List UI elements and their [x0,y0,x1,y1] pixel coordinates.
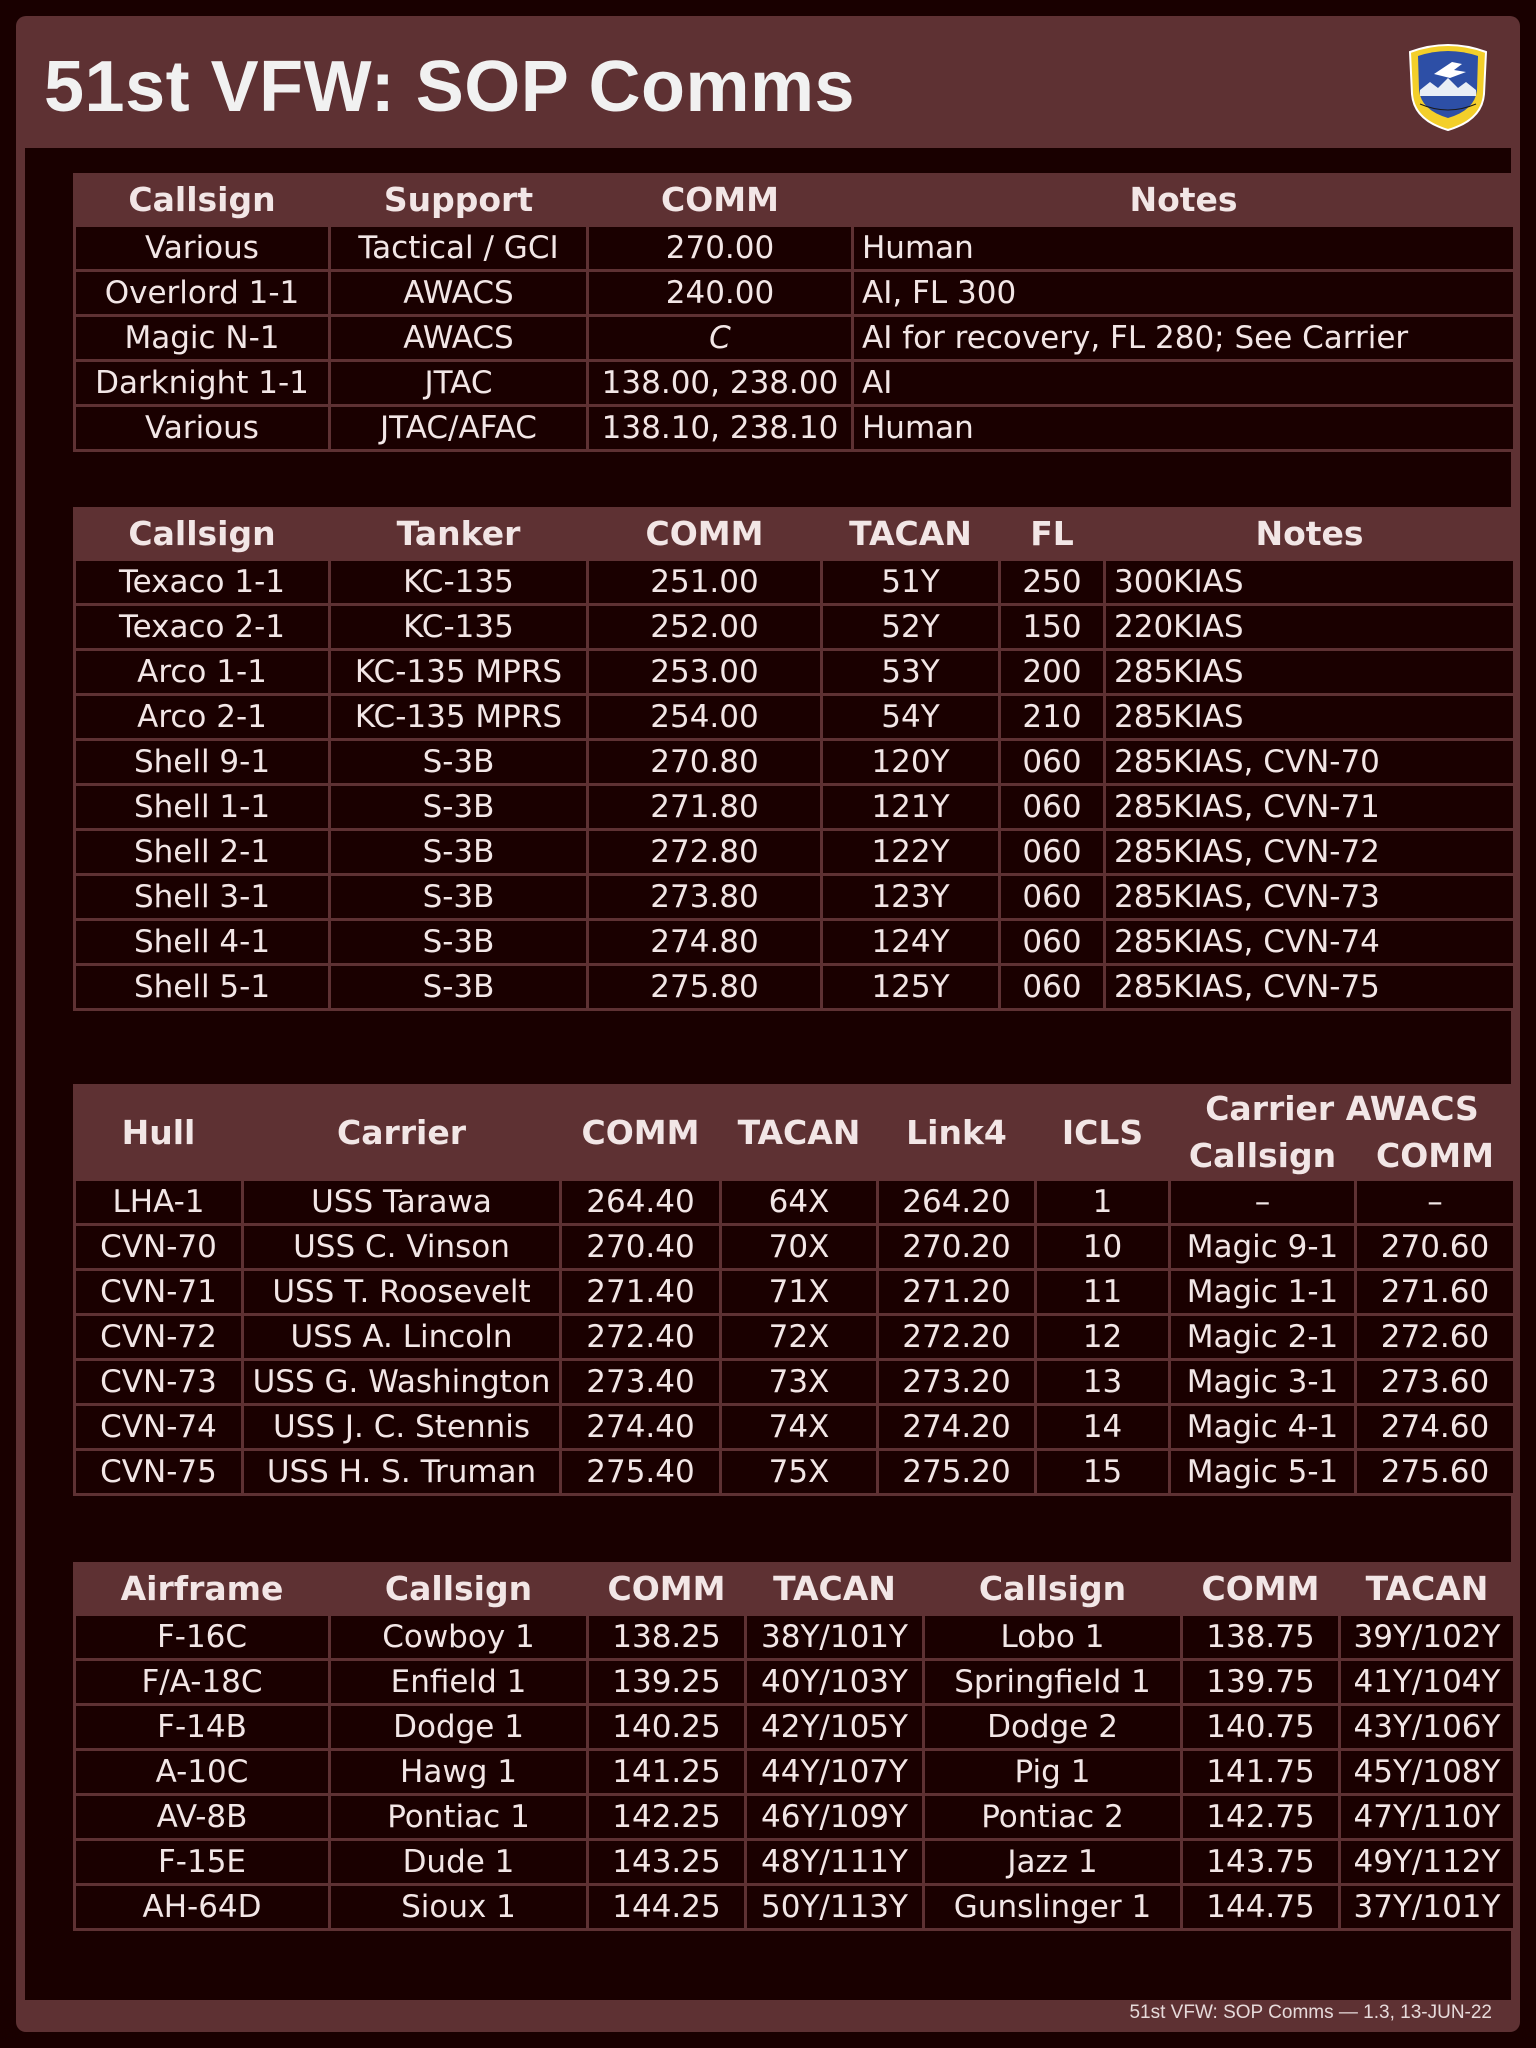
column-header: Callsign [75,509,330,560]
table-cell: USS C. Vinson [243,1225,561,1270]
table-cell: Shell 1-1 [75,785,330,830]
table-cell: Pontiac 2 [924,1795,1182,1840]
column-header: TACAN [746,1564,924,1615]
table-cell: 272.60 [1356,1315,1515,1360]
table-cell: Human [853,226,1515,271]
table-cell: 11 [1036,1270,1170,1315]
table-cell: A-10C [75,1750,330,1795]
table-cell: 72X [721,1315,878,1360]
column-header: COMM [588,1564,746,1615]
column-header: Callsign [924,1564,1182,1615]
table-cell: Human [853,406,1515,451]
table-cell: 46Y/109Y [746,1795,924,1840]
table-cell: 270.80 [588,740,822,785]
airframe-table [73,1562,1516,1931]
table-cell: 273.20 [878,1360,1036,1405]
table-cell: Pontiac 1 [330,1795,588,1840]
table-cell: F-15E [75,1840,330,1885]
table-cell: 10 [1036,1225,1170,1270]
table-cell: – [1356,1180,1515,1225]
table-cell: 40Y/103Y [746,1660,924,1705]
table-cell: 270.60 [1356,1225,1515,1270]
table-cell: S-3B [330,920,588,965]
table-cell: 275.40 [561,1450,721,1495]
table-cell: 42Y/105Y [746,1705,924,1750]
table-cell: 200 [1000,650,1105,695]
table-cell: S-3B [330,785,588,830]
table-cell: 41Y/104Y [1340,1660,1515,1705]
table-cell: 125Y [822,965,1000,1010]
table-cell: F-14B [75,1705,330,1750]
column-header: ICLS [1036,1086,1170,1180]
table-row [75,1270,1515,1315]
table-cell: 144.25 [588,1885,746,1930]
table-cell: 138.75 [1182,1615,1340,1660]
table-cell: 142.75 [1182,1795,1340,1840]
table-cell: 143.25 [588,1840,746,1885]
table-cell: F/A-18C [75,1660,330,1705]
table-cell: 75X [721,1450,878,1495]
table-cell: KC-135 MPRS [330,695,588,740]
table-cell: 264.20 [878,1180,1036,1225]
table-row [75,1405,1515,1450]
content-panel [25,148,1511,2000]
table-cell: 270.40 [561,1225,721,1270]
table-cell: USS T. Roosevelt [243,1270,561,1315]
table-cell: AWACS [330,316,588,361]
table-cell: Jazz 1 [924,1840,1182,1885]
table-cell: 240.00 [588,271,853,316]
table-cell: AV-8B [75,1795,330,1840]
table-cell: 37Y/101Y [1340,1885,1515,1930]
column-header: TACAN [721,1086,878,1180]
table-cell: 49Y/112Y [1340,1840,1515,1885]
table-cell: Pig 1 [924,1750,1182,1795]
table-header-row [75,1086,1515,1133]
table-cell: 275.60 [1356,1450,1515,1495]
table-cell: 139.75 [1182,1660,1340,1705]
wing-emblem-icon [1400,34,1496,134]
table-cell: KC-135 MPRS [330,650,588,695]
table-cell: Shell 9-1 [75,740,330,785]
table-cell: 52Y [822,605,1000,650]
table-cell: USS G. Washington [243,1360,561,1405]
table-cell: 73X [721,1360,878,1405]
table-cell: 285KIAS, CVN-75 [1105,965,1515,1010]
table-cell: 274.80 [588,920,822,965]
table-cell: 060 [1000,740,1105,785]
table-cell: Springfield 1 [924,1660,1182,1705]
table-row [75,830,1515,875]
table-cell: Gunslinger 1 [924,1885,1182,1930]
table-cell: 138.25 [588,1615,746,1660]
table-cell: – [1170,1180,1356,1225]
table-cell: 15 [1036,1450,1170,1495]
table-cell: 252.00 [588,605,822,650]
table-cell: 71X [721,1270,878,1315]
table-cell: 39Y/102Y [1340,1615,1515,1660]
table-cell: 74X [721,1405,878,1450]
table-cell: 123Y [822,875,1000,920]
table-row [75,1180,1515,1225]
table-cell: 274.60 [1356,1405,1515,1450]
table-cell: 254.00 [588,695,822,740]
table-cell: 274.40 [561,1405,721,1450]
table-cell: S-3B [330,875,588,920]
column-header: Callsign [330,1564,588,1615]
column-header: Callsign [1170,1133,1356,1180]
column-header: COMM [1182,1564,1340,1615]
table-cell: Magic 1-1 [1170,1270,1356,1315]
table-cell: 274.20 [878,1405,1036,1450]
table-cell: 138.00, 238.00 [588,361,853,406]
table-cell: 124Y [822,920,1000,965]
table-cell: 060 [1000,920,1105,965]
table-row [75,1705,1515,1750]
table-cell: 273.80 [588,875,822,920]
table-cell: AWACS [330,271,588,316]
table-cell: 122Y [822,830,1000,875]
column-header: COMM [1356,1133,1515,1180]
table-row [75,406,1515,451]
table-cell: AI [853,361,1515,406]
table-row [75,560,1515,605]
table-cell: 141.25 [588,1750,746,1795]
table-cell: 70X [721,1225,878,1270]
column-header: COMM [588,175,853,226]
table-cell: 285KIAS, CVN-72 [1105,830,1515,875]
table-row [75,785,1515,830]
table-cell: Cowboy 1 [330,1615,588,1660]
table-cell: 121Y [822,785,1000,830]
table-row [75,226,1515,271]
table-cell: S-3B [330,965,588,1010]
column-header: COMM [561,1086,721,1180]
table-header-row [75,1564,1515,1615]
column-header: COMM [588,509,822,560]
table-cell: Lobo 1 [924,1615,1182,1660]
table-cell: 285KIAS, CVN-70 [1105,740,1515,785]
table-cell: 264.40 [561,1180,721,1225]
table-cell: Overlord 1-1 [75,271,330,316]
table-cell: Magic 9-1 [1170,1225,1356,1270]
table-row [75,1795,1515,1840]
table-cell: JTAC/AFAC [330,406,588,451]
column-header: Notes [1105,509,1515,560]
table-cell: 51Y [822,560,1000,605]
table-cell: CVN-75 [75,1450,243,1495]
column-header: TACAN [822,509,1000,560]
table-cell: Shell 5-1 [75,965,330,1010]
table-row [75,1660,1515,1705]
table-row [75,1885,1515,1930]
table-cell: Shell 4-1 [75,920,330,965]
table-cell: 272.20 [878,1315,1036,1360]
table-cell: CVN-74 [75,1405,243,1450]
table-cell: 270.00 [588,226,853,271]
table-cell: AI for recovery, FL 280; See Carrier [853,316,1515,361]
table-cell: 45Y/108Y [1340,1750,1515,1795]
table-cell: Magic 4-1 [1170,1405,1356,1450]
table-cell: LHA-1 [75,1180,243,1225]
table-cell: USS Tarawa [243,1180,561,1225]
column-header: TACAN [1340,1564,1515,1615]
table-cell: 271.60 [1356,1270,1515,1315]
table-cell: Various [75,406,330,451]
table-cell: Sioux 1 [330,1885,588,1930]
table-row [75,605,1515,650]
table-row [75,650,1515,695]
table-row [75,1315,1515,1360]
table-row [75,361,1515,406]
table-cell: KC-135 [330,560,588,605]
table-cell: AH-64D [75,1885,330,1930]
table-cell: CVN-72 [75,1315,243,1360]
table-cell: Arco 1-1 [75,650,330,695]
table-cell: Magic 5-1 [1170,1450,1356,1495]
table-cell: Enfield 1 [330,1660,588,1705]
table-cell: 141.75 [1182,1750,1340,1795]
table-cell: 275.80 [588,965,822,1010]
carrier-table [73,1084,1516,1496]
table-cell: 140.75 [1182,1705,1340,1750]
table-cell: 54Y [822,695,1000,740]
table-cell: Tactical / GCI [330,226,588,271]
table-cell: 150 [1000,605,1105,650]
tanker-rows [75,560,1515,1010]
table-row [75,965,1515,1010]
table-cell: 285KIAS [1105,650,1515,695]
table-cell: USS H. S. Truman [243,1450,561,1495]
column-header: Support [330,175,588,226]
table-row [75,695,1515,740]
table-cell: 13 [1036,1360,1170,1405]
column-group-header: Carrier AWACS [1170,1086,1515,1133]
table-cell: 1 [1036,1180,1170,1225]
table-cell: 47Y/110Y [1340,1795,1515,1840]
column-header: Notes [853,175,1515,226]
table-cell: 271.20 [878,1270,1036,1315]
table-cell: 220KIAS [1105,605,1515,650]
table-row [75,316,1515,361]
table-cell: Darknight 1-1 [75,361,330,406]
table-cell: AI, FL 300 [853,271,1515,316]
table-cell: 210 [1000,695,1105,740]
table-cell: Dude 1 [330,1840,588,1885]
table-row [75,1840,1515,1885]
table-cell: C [588,316,853,361]
table-row [75,1615,1515,1660]
table-row [75,1225,1515,1270]
table-row [75,875,1515,920]
table-cell: Various [75,226,330,271]
table-cell: 139.25 [588,1660,746,1705]
table-cell: Shell 3-1 [75,875,330,920]
table-cell: 38Y/101Y [746,1615,924,1660]
table-row [75,1750,1515,1795]
table-cell: Magic N-1 [75,316,330,361]
table-row [75,1450,1515,1495]
carrier-rows [75,1180,1515,1495]
tanker-table [73,507,1516,1011]
column-header: Link4 [878,1086,1036,1180]
table-cell: Magic 3-1 [1170,1360,1356,1405]
table-cell: 140.25 [588,1705,746,1750]
table-row [75,271,1515,316]
table-cell: KC-135 [330,605,588,650]
table-header-row [75,509,1515,560]
table-row [75,1360,1515,1405]
table-cell: 285KIAS, CVN-73 [1105,875,1515,920]
table-cell: 250 [1000,560,1105,605]
table-cell: Dodge 1 [330,1705,588,1750]
table-cell: CVN-71 [75,1270,243,1315]
page-title: 51st VFW: SOP Comms [44,47,856,127]
table-cell: 272.40 [561,1315,721,1360]
table-cell: 64X [721,1180,878,1225]
column-header: Carrier [243,1086,561,1180]
table-cell: S-3B [330,740,588,785]
table-cell: 271.40 [561,1270,721,1315]
table-cell: 14 [1036,1405,1170,1450]
table-cell: 251.00 [588,560,822,605]
table-cell: 53Y [822,650,1000,695]
table-cell: Dodge 2 [924,1705,1182,1750]
column-header: Hull [75,1086,243,1180]
table-cell: Texaco 2-1 [75,605,330,650]
table-row [75,740,1515,785]
table-header-row [75,175,1515,226]
table-cell: 272.80 [588,830,822,875]
table-cell: CVN-70 [75,1225,243,1270]
table-cell: 138.10, 238.10 [588,406,853,451]
table-cell: 144.75 [1182,1885,1340,1930]
table-cell: 43Y/106Y [1340,1705,1515,1750]
table-cell: 50Y/113Y [746,1885,924,1930]
table-cell: 285KIAS [1105,695,1515,740]
table-cell: 142.25 [588,1795,746,1840]
table-cell: 060 [1000,830,1105,875]
airframe-rows [75,1615,1515,1930]
table-cell: 120Y [822,740,1000,785]
table-cell: CVN-73 [75,1360,243,1405]
table-cell: S-3B [330,830,588,875]
table-row [75,920,1515,965]
support-table [73,173,1516,452]
table-cell: 271.80 [588,785,822,830]
table-cell: 285KIAS, CVN-74 [1105,920,1515,965]
table-cell: Hawg 1 [330,1750,588,1795]
column-header: FL [1000,509,1105,560]
table-cell: 273.40 [561,1360,721,1405]
table-cell: 44Y/107Y [746,1750,924,1795]
table-cell: Magic 2-1 [1170,1315,1356,1360]
table-cell: 143.75 [1182,1840,1340,1885]
column-header: Callsign [75,175,330,226]
footer-version: 51st VFW: SOP Comms — 1.3, 13-JUN-22 [1129,2002,1492,2023]
table-cell: 253.00 [588,650,822,695]
table-cell: 270.20 [878,1225,1036,1270]
table-cell: 060 [1000,965,1105,1010]
table-cell: 060 [1000,875,1105,920]
table-cell: 060 [1000,785,1105,830]
table-cell: 48Y/111Y [746,1840,924,1885]
table-cell: 12 [1036,1315,1170,1360]
table-cell: 273.60 [1356,1360,1515,1405]
table-cell: USS A. Lincoln [243,1315,561,1360]
column-header: Tanker [330,509,588,560]
table-cell: Arco 2-1 [75,695,330,740]
table-cell: 285KIAS, CVN-71 [1105,785,1515,830]
table-cell: 300KIAS [1105,560,1515,605]
table-cell: JTAC [330,361,588,406]
table-cell: 275.20 [878,1450,1036,1495]
table-cell: F-16C [75,1615,330,1660]
table-cell: Shell 2-1 [75,830,330,875]
table-cell: USS J. C. Stennis [243,1405,561,1450]
table-cell: Texaco 1-1 [75,560,330,605]
column-header: Airframe [75,1564,330,1615]
